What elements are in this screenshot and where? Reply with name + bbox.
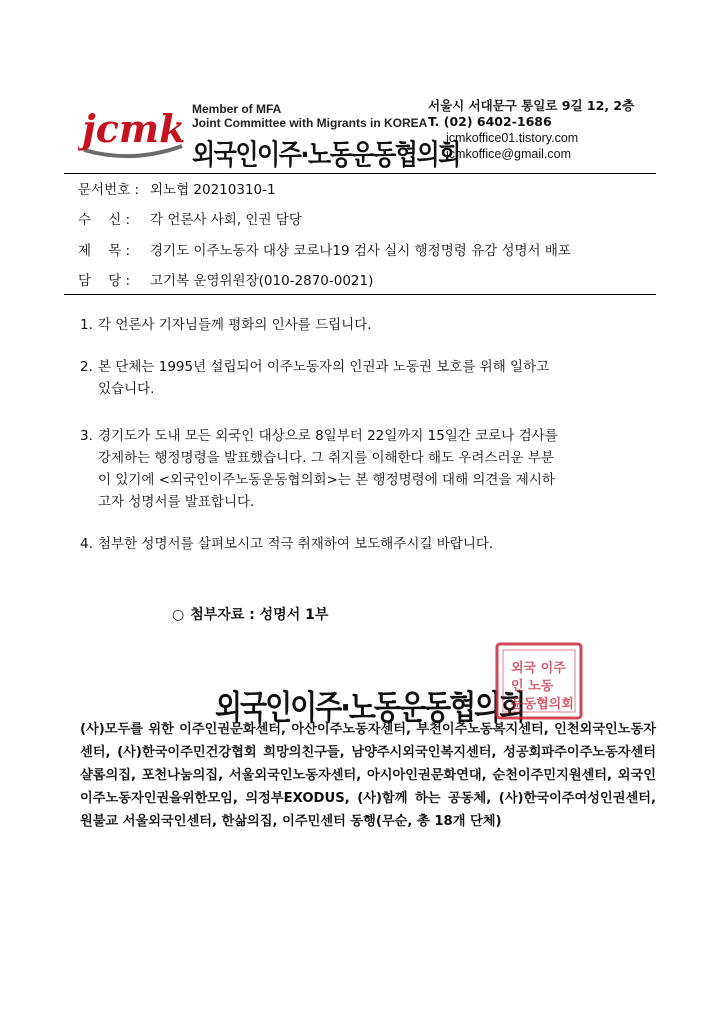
- contact-block: [428, 98, 634, 162]
- contact-person-row: [78, 269, 373, 289]
- address: 서울시 서대문구 통일로 9길 12, 2층: [428, 98, 635, 113]
- recipient: 각 언론사 사회, 인권 담당: [150, 212, 302, 228]
- member-line-1: Member of MFA: [192, 102, 282, 116]
- paragraph-2: [80, 356, 635, 400]
- paragraph-number: 1.: [80, 317, 93, 333]
- signature-org-name: 외국인이주·노동운동협의회: [215, 688, 525, 728]
- attachment-text: 첨부자료 : 성명서 1부: [190, 607, 329, 623]
- paragraph-text: 강제하는 행정명령을 발표했습니다. 그 취지를 이해한다 해도 우려스러운 부분: [98, 450, 554, 466]
- doc-number-row: [78, 178, 276, 198]
- website-link[interactable]: jcmkoffice01.tistory.com: [446, 131, 579, 145]
- subject-row: [78, 239, 571, 259]
- recipient-row: [78, 208, 302, 228]
- paragraph-number: 2.: [80, 359, 93, 375]
- paragraph-number: 4.: [80, 536, 93, 552]
- email-link[interactable]: jcmkoffice@gmail.com: [446, 147, 571, 161]
- member-line-2: Joint Committee with Migrants in KOREA: [192, 116, 428, 130]
- paragraph-text: 경기도가 도내 모든 외국인 대상으로 8일부터 22일까지 15일간 코로나 검사를: [98, 428, 558, 444]
- attachment-line: [172, 604, 328, 624]
- doc-number-label: 문서번호 :: [78, 182, 140, 198]
- recipient-label: 수 신 :: [78, 212, 131, 228]
- paragraph-text: 본 단체는 1995년 설립되어 이주노동자의 인권과 노동권 보호를 위해 일하고: [98, 359, 550, 375]
- paragraph-text: 있습니다.: [98, 381, 155, 397]
- paragraph-3: [80, 425, 635, 513]
- meta-divider: [64, 294, 656, 295]
- subject-label: 제 목 :: [78, 243, 131, 259]
- paragraph-text: 고자 성명서를 발표합니다.: [98, 494, 255, 510]
- official-seal-stamp: [493, 640, 585, 722]
- svg-text:인 노동: 인 노동: [511, 679, 554, 694]
- subject: 경기도 이주노동자 대상 코로나19 검사 실시 행정명령 유감 성명서 배포: [150, 243, 571, 259]
- header-divider: [64, 173, 656, 174]
- contact-person-label: 담 당 :: [78, 273, 131, 289]
- telephone: T. (02) 6402-1686: [428, 114, 552, 129]
- contact-person: 고기복 운영위원장(010-2870-0021): [150, 273, 374, 289]
- paragraph-1: [80, 314, 635, 336]
- member-organizations: (사)모두를 위한 이주인권문화센터, 아산이주노동자센터, 부천이주노동복지센터, 인천외국인노동자센터, (사)한국이주민건강협회 희망의친구들, 남양주시외국인복지센터, 성공회파주이주노동자센터 샬롬의집, 포천나눔의집, 서울외국인노동자센터, 아시아인권문화연대, 순천이주민지원센터, 외국인이주노동자인권을위한모임, 의정부EXODUS, (사)함께 하는 공동체, (사)한국이주여성인권센터, 원불교 서울외국인센터, 한삶의집, 이주민센터 동행(무순, 총 18개 단체): [80, 722, 656, 829]
- paragraph-text: 각 언론사 기자님들께 평화의 인사를 드립니다.: [98, 317, 372, 333]
- logo-text: jcmk: [82, 106, 186, 151]
- doc-number: 외노협 20210310-1: [150, 182, 276, 198]
- paragraph-text: 이 있기에 <외국인이주노동운동협의회>는 본 행정명령에 대해 의견을 제시하: [98, 472, 555, 488]
- svg-text:외국 이주: 외국 이주: [511, 661, 566, 676]
- paragraph-text: 첨부한 성명서를 살펴보시고 적극 취재하여 보도해주시길 바랍니다.: [98, 536, 494, 552]
- org-name-header: 외국인이주·노동운동협의회: [192, 138, 460, 172]
- jcmk-logo: [78, 100, 188, 162]
- bullet-circle: ○: [172, 607, 185, 623]
- paragraph-4: [80, 533, 635, 555]
- paragraph-number: 3.: [80, 428, 93, 444]
- svg-text:운동협의회: 운동협의회: [511, 697, 574, 712]
